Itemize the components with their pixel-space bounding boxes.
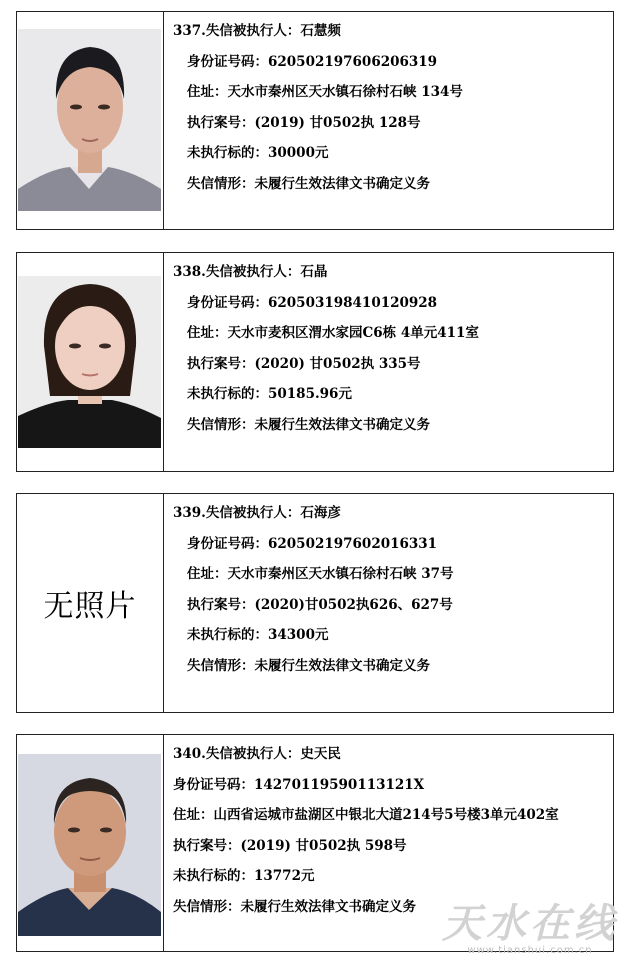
amount-row <box>173 861 609 892</box>
amount-value: 34300元 <box>268 627 329 643</box>
case-label: 执行案号： <box>187 596 255 613</box>
address-value: 天水市麦积区渭水家园C6栋 4单元411室 <box>227 325 479 341</box>
reason-row <box>173 651 609 682</box>
reason-row <box>173 169 609 200</box>
address-value: 天水市秦州区天水镇石徐村石峡 134号 <box>227 84 463 100</box>
amount-label: 未执行标的： <box>187 145 268 161</box>
address-label: 住址： <box>173 807 214 823</box>
reason-value: 未履行生效法律文书确定义务 <box>240 898 416 915</box>
reason-label: 失信情形： <box>187 657 255 674</box>
record-title: 337.失信被执行人：石慧频 <box>173 23 341 39</box>
address-row <box>173 77 609 108</box>
person-photo <box>18 754 161 936</box>
id-value: 14270119590113121X <box>254 776 425 793</box>
id-label: 身份证号码： <box>187 294 268 311</box>
id-value: 620502197606206319 <box>268 53 438 70</box>
id-number-row <box>173 529 609 560</box>
amount-value: 30000元 <box>268 145 329 161</box>
amount-row <box>173 138 609 169</box>
address-row <box>173 318 609 349</box>
case-label: 执行案号： <box>173 837 241 854</box>
amount-label: 未执行标的： <box>187 627 268 643</box>
watermark-url: www.tianshui.com.cn <box>467 945 593 956</box>
person-photo <box>18 29 161 211</box>
record-title: 339.失信被执行人：石海彦 <box>173 505 341 521</box>
id-label: 身份证号码： <box>187 535 268 552</box>
record-card-339 <box>16 493 614 713</box>
case-value: (2020) 甘0502执 335号 <box>254 355 421 372</box>
reason-label: 失信情形： <box>187 175 255 192</box>
person-photo <box>18 276 161 448</box>
no-photo-text: 无照片 <box>43 589 137 624</box>
case-value: (2019) 甘0502执 598号 <box>240 837 407 854</box>
reason-value: 未履行生效法律文书确定义务 <box>254 657 430 674</box>
record-title: 338.失信被执行人：石晶 <box>173 264 328 280</box>
case-value: (2020)甘0502执626、627号 <box>254 596 453 613</box>
record-info <box>173 498 609 681</box>
id-number-row <box>173 47 609 78</box>
id-value: 620503198410120928 <box>268 294 438 311</box>
record-title: 340.失信被执行人：史天民 <box>173 746 341 762</box>
reason-value: 未履行生效法律文书确定义务 <box>254 175 430 192</box>
case-number-row <box>173 349 609 380</box>
watermark-logo-text: 天水在线 <box>442 901 618 947</box>
case-value: (2019) 甘0502执 128号 <box>254 114 421 131</box>
case-number-row <box>173 831 609 862</box>
photo-cell <box>17 253 164 471</box>
id-number-row <box>173 770 609 801</box>
case-number-row <box>173 108 609 139</box>
record-card-337 <box>16 11 614 230</box>
address-label: 住址： <box>187 84 228 100</box>
photo-cell <box>17 494 164 712</box>
address-row <box>173 559 609 590</box>
amount-value: 13772元 <box>254 868 315 884</box>
reason-label: 失信情形： <box>187 416 255 433</box>
case-label: 执行案号： <box>187 114 255 131</box>
id-label: 身份证号码： <box>173 776 254 793</box>
photo-cell <box>17 12 164 229</box>
amount-label: 未执行标的： <box>173 868 254 884</box>
amount-value: 50185.96元 <box>268 386 352 402</box>
record-info <box>173 16 609 199</box>
amount-row <box>173 379 609 410</box>
id-label: 身份证号码： <box>187 53 268 70</box>
reason-row <box>173 410 609 441</box>
address-label: 住址： <box>187 566 228 582</box>
amount-label: 未执行标的： <box>187 386 268 402</box>
watermark <box>442 892 618 956</box>
reason-label: 失信情形： <box>173 898 241 915</box>
case-number-row <box>173 590 609 621</box>
photo-cell <box>17 735 164 951</box>
record-info <box>173 257 609 440</box>
record-card-338 <box>16 252 614 472</box>
id-value: 620502197602016331 <box>268 535 438 552</box>
address-row <box>173 800 609 831</box>
amount-row <box>173 620 609 651</box>
case-label: 执行案号： <box>187 355 255 372</box>
reason-value: 未履行生效法律文书确定义务 <box>254 416 430 433</box>
address-label: 住址： <box>187 325 228 341</box>
address-value: 山西省运城市盐湖区中银北大道214号5号楼3单元402室 <box>213 807 559 823</box>
address-value: 天水市秦州区天水镇石徐村石峡 37号 <box>227 566 454 582</box>
id-number-row <box>173 288 609 319</box>
